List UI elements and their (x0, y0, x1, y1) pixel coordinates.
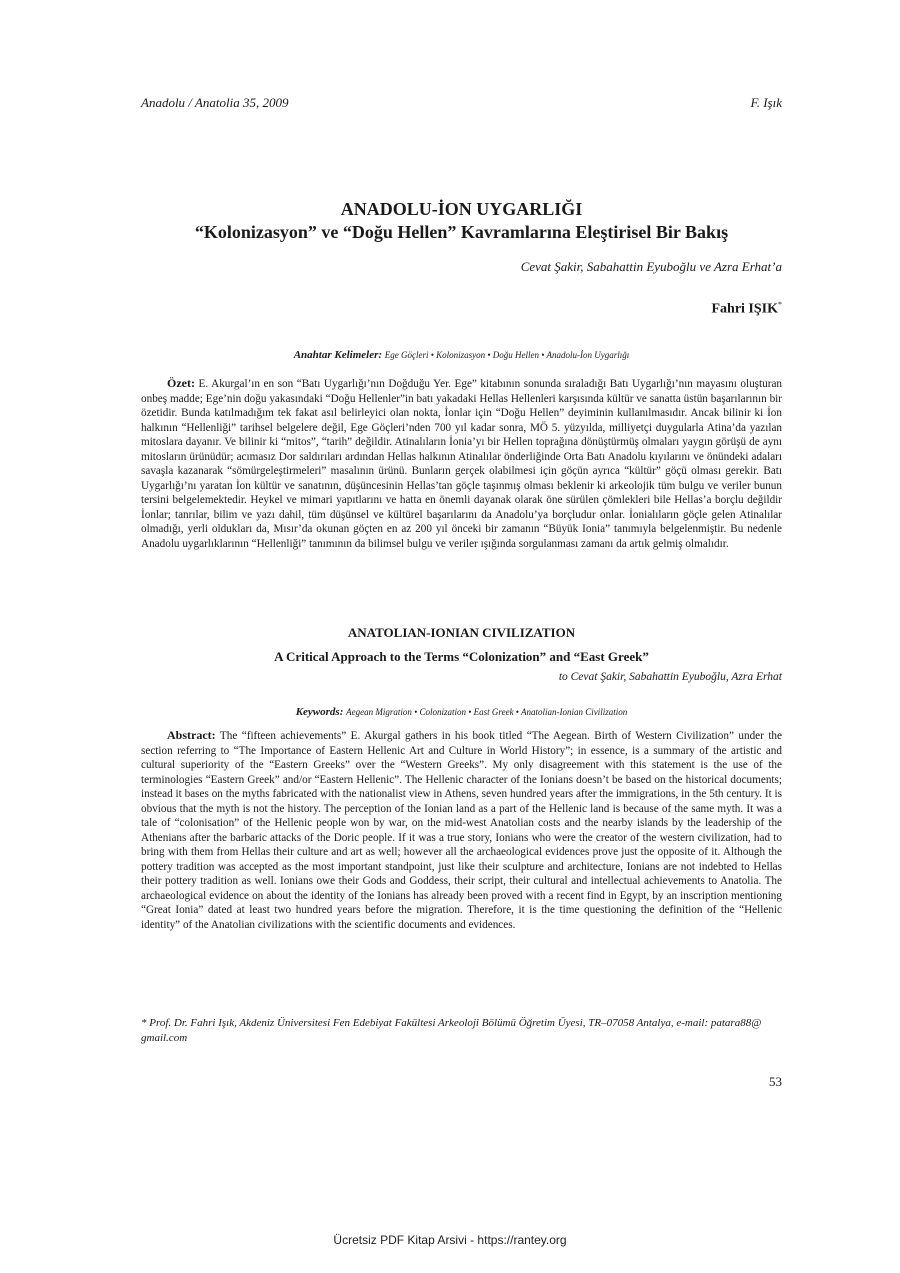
author-name-text: Fahri IŞIK (711, 301, 778, 317)
turkish-abstract-label: Özet: (167, 376, 195, 390)
english-abstract (141, 728, 782, 932)
english-abstract-label: Abstract: (167, 728, 216, 742)
english-keywords-list: Aegean Migration • Colonization • East Greek • Anatolian-Ionian Civilization (346, 707, 628, 717)
turkish-abstract-text: E. Akurgal’ın en son “Batı Uygarlığı’nın Doğduğu Yer. Ege” kitabının sonunda sıraladığı Batı Uygarlığı’nın mayasını oluşturan onbeş madde; Ege’nin doğu yakasındaki “Doğu Hellenler”in batı yakadaki Hellas Hellenleri karşısında kültür ve sanatta üstün başarılarının bir özetidir. Bunda katılmadığım tek fakat asıl belirleyici olan nokta, İonlar için “Doğu Hellen” deyiminin kullanılmasıdır. Ancak bilinir ki İon halkının “Hellenliği” tarihsel belgelere değil, Ege Göçleri’nden 700 yıl kadar sonra, MÖ 5. yüzyılda, milliyetçi duygularla Atina’da yazılan mitoslara dayanır. Ve bilinir ki “mitos”, “tarih” değildir. Atinalıların İonia’yı bir Hellen toprağına dönüştürmüş olmaları yaygın görüşü de aynı mitosların ürünüdür; acımasız Dor saldırıları ardından Hellas halkının Atinalılar önderliğinde Orta Batı Anadolu kıyılarını ve önündeki adaları savaşla kazanarak “sömürgeleştirmeleri” masalının ürünü. Bunların gerçek olabilmesi için göçün ayrıca “kültür” göçü olması gerekir. Batı Uygarlığı’nı yaratan İon kültür ve sanatının, düşüncesinin Hellas’tan göçle taşınmış olması beklenir ki arkeolojik tüm bulgu ve veriler bunun tersini belgelemektedir. Heykel ve mimari yapıtlarını ve hatta en önemli dayanak olarak öne sürülen çömlekleri bile Hellas’a borçlu değildir İonlar; tanrılar, bilim ve yazı dahil, tüm düşünsel ve kültürel başarılarını da Anadolu’ya borçludur onlar. İonialıların göçle gelen Atinalılar olmadığı, yerli oldukları da, Mısır’da okunan göçten en az 200 yıl önceki bir zamanın “Büyük Ionia” tanımıyla belgelenmiştir. Bu nedenle Anadolu uygarlıklarının “Hellenliği” tanımının da bilimsel bulgu ve veriler ışığında sorgulanması zamanı da artık gelmiş olmalıdır. (141, 378, 783, 550)
english-keywords-label: Keywords: (295, 706, 344, 718)
english-title: ANATOLIAN-IONIAN CIVILIZATION (347, 625, 576, 640)
english-keywords (141, 706, 782, 718)
english-dedication: to Cevat Şakir, Sabahattin Eyuboğlu, Azra Erhat (558, 671, 782, 683)
turkish-dedication: Cevat Şakir, Sabahattin Eyuboğlu ve Azra Erhat’a (520, 259, 782, 274)
english-title-block (141, 624, 782, 665)
english-abstract-text: The “fifteen achievements” E. Akurgal gathers in his book titled “The Aegean. Birth of Western Civilization” under the section referring to “The Importance of Eastern Hellenic Art and Culture in World History”; in essence, is a summary of the artistic and cultural superiority of the “Eastern Greeks” over the “Western Greeks”. My only disagreement with this statement is the use of the terminologies “Eastern Greek” and/or “Eastern Hellenic”. The Hellenic character of the Ionians doesn’t be based on the historical documents; instead it bases on the myths fabricated with the nationalist view in Athens, seven hundred years after the immigrations, in the 5th century. It is obvious that the myth is not the history. The perception of the Ionian land as a part of the Hellenic land is because of the same myth. It was a tale of “colonisation” of the Hellenic people won by war, on the mid-west Anatolian costs and the nearby islands by the leadership of the Athenians after the barbaric attacks of the Doric people. If it was a true story, Ionians who were the creator of the western civilization, had to bring with them from Hellas their culture and art as well; however all the archaeological evidences prove just the opposite of it. Although the pottery tradition was accepted as the most important standpoint, just like their sculpture and architecture, Ionians are not indebted to Hellas their pottery tradition as well. Ionians owe their Gods and Goddess, their script, their cultural and intellectual achievements to Anatolia. The archaeological evidence on about the identity of the Ionians has already been proved with a recent find in Egypt, by an inscription mentioning “Great Ionia” dated at least two hundred years before the migration. Therefore, it is the time questioning the definition of the “Hellenic identity” of the Anatolian civilizations with the scientific documents and evidences. (141, 730, 782, 931)
author-name (711, 300, 782, 318)
turkish-title-block (141, 198, 782, 244)
author-footnote: * Prof. Dr. Fahri Işık, Akdeniz Üniversitesi Fen Edebiyat Fakültesi Arkeoloji Bölümü Öğretim Üyesi, TR–07058 Antalya, e-mail: patara88@ gmail.com (141, 1017, 762, 1044)
english-subtitle: A Critical Approach to the Terms “Colonization” and “East Greek” (274, 649, 649, 664)
turkish-subtitle: “Kolonizasyon” ve “Doğu Hellen” Kavramlarına Eleştirisel Bir Bakış (194, 222, 729, 242)
turkish-title: ANADOLU-İON UYGARLIĞI (340, 199, 583, 219)
turkish-keywords-label: Anahtar Kelimeler: (293, 349, 383, 361)
watermark-footer: Ücretsiz PDF Kitap Arsivi - https://rantey.org (333, 1233, 567, 1247)
author-footnote-mark: * (778, 300, 782, 309)
turkish-keywords (141, 349, 782, 361)
page-number: 53 (769, 1074, 782, 1089)
running-author-header: F. Işık (750, 95, 782, 110)
journal-header: Anadolu / Anatolia 35, 2009 (141, 95, 289, 110)
turkish-keywords-list: Ege Göçleri • Kolonizasyon • Doğu Hellen • Anadolu-İon Uygarlığı (384, 350, 630, 360)
turkish-abstract (141, 376, 782, 551)
